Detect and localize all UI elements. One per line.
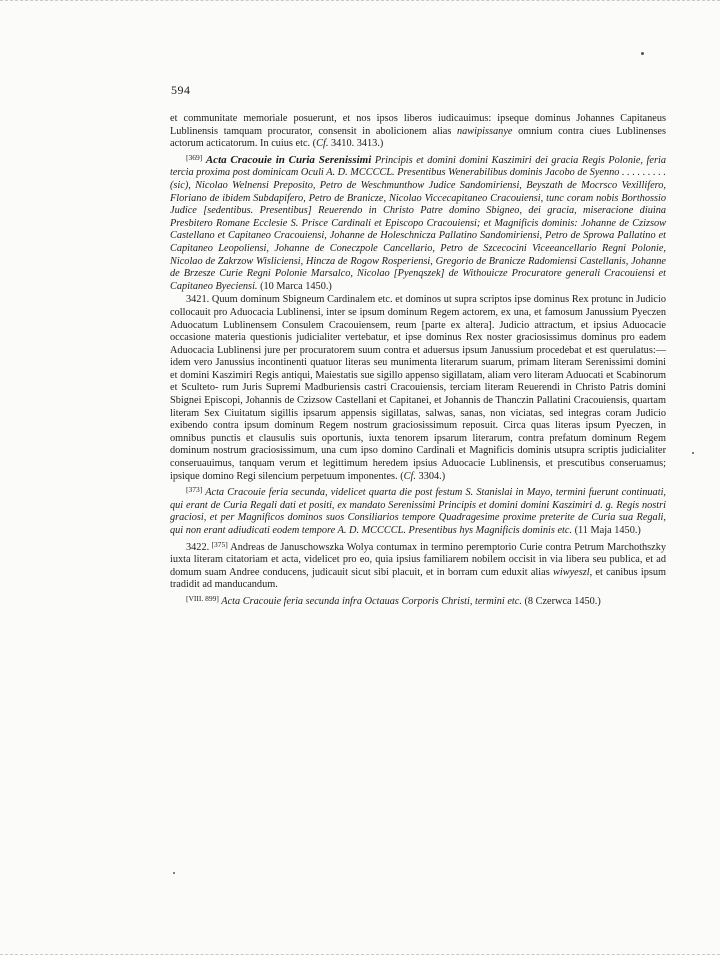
- italic-term: wiwyeszl: [552, 566, 590, 578]
- cross-reference: 3304.): [415, 470, 446, 482]
- entry-date: (11 Maja 1450.): [572, 525, 641, 536]
- entry-number: 3422.: [186, 541, 210, 553]
- entry-preamble: Acta Cracouie feria secunda, videlicet quarta die post festum S. Stanislai in Mayo, termini fuerunt continuati, qui erant de Curia Regali dati et positi, ex mandato Serenissimi Principis et domini domini Kaszimiri d. g. Regis nostri graciosi, et per Magnificos dominos suos Consiliarios tempore Quadragesime proxime preterite de Curia sua Regali, qui non erant adiudicati eodem tempore A. D. MCCCCL. Presentibus hys Magnificis dominis etc.: [170, 487, 666, 536]
- entry-preamble: Acta Cracouie feria secunda infra Octauas Corporis Christi, termini etc.: [218, 595, 522, 607]
- entry-text: Quum dominum Sbigneum Cardinalem etc. et dominos ut supra scriptos ipse dominus Rex protunc in Judicio collocauit pro Aduocacia Lublinensi, inter se ipsum dominum Regem actorem, ex una, et famosum Janussium Pyeczen Aduocatum Lublinensem Consulem Cracouiensem, reum [parte ex altera]. Judicio attractum, et ipsius Aduocacie occasione materia questionis judicialiter vertebatur, et ipse dominus Rex noster graciosissimus dominus pro eadem Aduocacia Lublinensi jure per procuratorem suum contra et aduersus ipsum Janussium procedebat et est querulatus:— idem vero Janussius incontinenti quatuor literas seu munimenta literarum suarum, primam literam Serenissimi domini et domini Kaszimiri Regis antiqui, Maiestatis sue sigillo appenso sigillatam, aliam vero literam Aduocati et Scabinorum et Sculteto- rum Juris Supremi Madburiensis castri Cracouiensis, terciam literam Reuerendi in Christo Patris domini Sbignei Episcopi, Johannis de Czizsow Castellani et Capitanei, et Johannis de Thanczin Pallatini Cracouiensis, quartam literam Sex Ciuitatum sigillis ipsarum appensis sigillatas, salwas, sanas, non viciatas, sed integras coram Judicio exibendo contra ipsum dominum Regem nostrum graciosissimum reposuit. Circa quas literas ipsum Pyeczen, in omnibus punctis et clausulis suis oportunis, iuxta tenorem ipsarum literarum, contra prefatum dominum Regem dominum nostrum graciosissimum, una cum ipso domino Cardinali et Magnificis dominis utsupra scriptis judicialiter conseruauimus, tanquam verum et legittimum heredem ipsius Aduocacie Lublinensis, et prescutibus conseruamus; ipsique domino Regi silencium perpetuum imponentes. (: [170, 294, 666, 482]
- entry-preamble: Principis et domini domini Kaszimiri dei gracia Regis Polonie, feria tercia proxima post dominicam Oculi A. D. MCCCCL. Presentibus Wenerabilibus dominis Jacobo de Syenno . . . . . . . . . (sic), Nicolao Welnensi Preposito, Petro de Weschmunthow Judice Sandomiriensi, Beyszath de Mocrsco Vexillifero, Floriano de ibidem Subdapifero, Petro de Branicze, Nicolao Viccecapitaneo Cracouiensi, tunc coram nobis Borthossio Judice [sedentibus. Presentibus] Reuerendo in Christo Patre domino Sbigneo, dei gracia, miseracione diuina Presbitero Romane Ecclesie S. Prisce Cardinali et Episcopo Cracouiensi; et Magnificis dominis: Johanne de Czizsow Castellano et Capitaneo Cracouiensi, Johanne de Holeschnicza Pallatino Sandomiriensi, Petro de Sprowa Pallatino et Capitaneo Leopoliensi, Johanne de Coneczpole Cancellario, Petro de Szcecocini Viceeancellario Regni Polonie, Nicolao de Zakrzow Wisliciensi, Hincza de Rogow Rosperiensi, Gregorio de Branicze Radomiensi Castellanis, Johanne de Brzesze Curie Regni Polonie Marsalco, Nicolao [Pyenqszek] de Withouicze Procuratore generali Cracouiensi et Capitaneo Byeciensi.: [170, 154, 667, 292]
- scan-speck: [173, 872, 175, 874]
- entry-acta-june: [170, 593, 666, 609]
- footnote-marker: [VIII. 899]: [186, 593, 219, 603]
- cross-reference: 3410. 3413.): [328, 138, 384, 150]
- paragraph-text: omnium contra ciues Lublinenses actorum acticatorum. In cuius etc. (: [170, 125, 667, 150]
- scan-speck: [692, 452, 694, 454]
- entry-date: (10 Marca 1450.): [257, 280, 332, 292]
- page-body: [170, 113, 666, 609]
- footnote-marker: [375]: [209, 539, 228, 549]
- entry-acta-may: [170, 484, 666, 537]
- entry-3422: [170, 539, 666, 592]
- entry-date: (8 Czerwca 1450.): [521, 595, 601, 607]
- entry-3421: [170, 294, 666, 483]
- entry-text: , et canibus ipsum tradidit ad manducandum.: [170, 566, 667, 591]
- footnote-marker: [373]: [186, 485, 203, 495]
- italic-term: nawipissanye: [456, 125, 513, 137]
- paragraph-continuation: [170, 113, 666, 151]
- entry-text: Andreas de Januschowszka Wolya contumax in termino peremptorio Curie contra Petrum Marchothszky iuxta literam citatoriam et acta, videlicet pro eo, quia ipsius familiarem nobilem occisit in via libera seu publica, et ad domum suam Andree conducens, judicauit sicut sibi placuit, et in borram cum eduxit alias: [170, 541, 667, 578]
- footnote-marker: [369]: [186, 152, 203, 162]
- cross-reference-label: Cf.: [316, 138, 329, 150]
- entry-acta-heading: [170, 152, 666, 294]
- entry-number: 3421.: [186, 294, 210, 306]
- page-number: 594: [171, 83, 191, 97]
- scan-speck: [641, 52, 644, 55]
- cross-reference-label: Cf.: [403, 470, 416, 482]
- entry-heading: Acta Cracouie in Curia Serenissimi: [205, 153, 372, 166]
- paragraph-text: et communitate memoriale posuerunt, et nos ipsos liberos iudicauimus: ipseque dominus Johannes Capitaneus Lublinensis tamquam procurator, consensit in abolicionem alias: [170, 113, 666, 137]
